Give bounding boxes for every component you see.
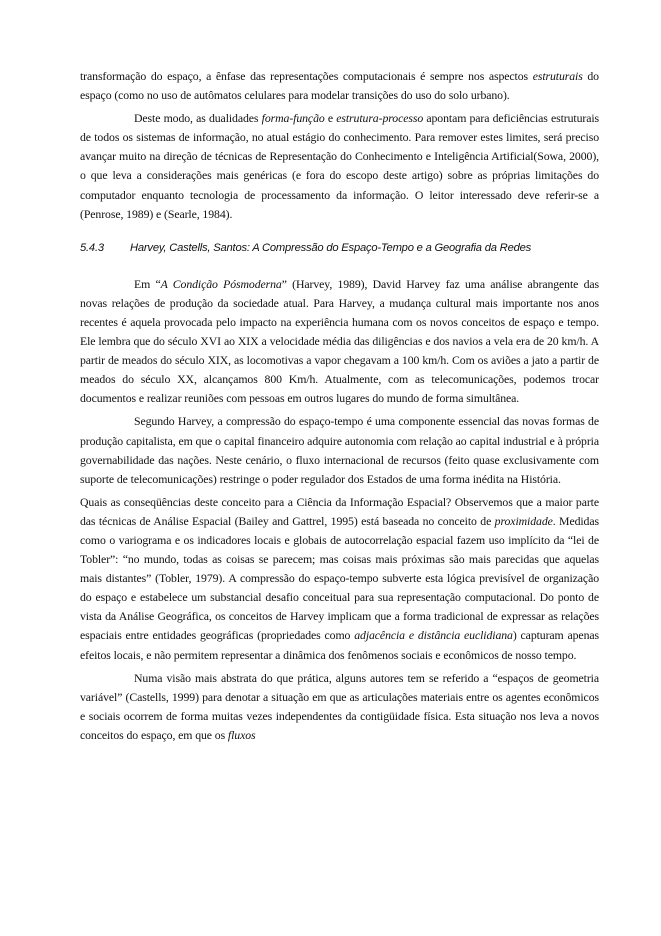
italic-text: estrutura-processo xyxy=(336,111,424,126)
paragraph xyxy=(80,493,599,665)
paragraph xyxy=(80,275,599,409)
italic-text: estruturais xyxy=(532,69,583,83)
paragraph xyxy=(80,412,599,488)
paragraph xyxy=(80,67,599,105)
text-run: . Medidas como o variograma e os indicadores locais e globais de autocorrelação espacial fazem uso implícito da “lei de Tobler”: “no mundo, todas as coisas se parecem; mas coisas mais próximas são mais parecidas que aquelas mais distantes” (Tobler, 1979). A compressão do espaço-tempo subverte esta lógica previsível de organização do espaço e estabelece um substancial desafio conceitual para sua representação computacional. Do ponto de vista da Análise Geográfica, os conceitos de Harvey implicam que a forma tradicional de expressar as relações espaciais entre entidades geográficas (propriedades como xyxy=(80,513,599,643)
text-run: Deste modo, as dualidades xyxy=(134,111,262,126)
section-title: Harvey, Castells, Santos: A Compressão do Espaço-Tempo e a Geografia da Redes xyxy=(130,241,532,254)
text-run: ” (Harvey, 1989), David Harvey faz uma análise abrangente das novas relações de produção da sociedade atual. Para Harvey, a mudança cultural mais importante nos anos recentes é aquela provocada pelo impacto na experiência humana com os novos conceitos de espaço e tempo. Ele lembra que do século XVI ao XIX a velocidade média das diligências e dos navios a vela era de 20 km/h. A partir de meados do século XIX, as locomotivas a vapor chegavam a 100 km/h. Com os aviões a jato a partir de meados do século XX, alcançamos 800 Km/h. Atualmente, com as telecomunicações, podemos trocar documentos e realizar reuniões com pessoas em outros lugares do mundo de forma simultânea. xyxy=(80,276,599,406)
text-run: transformação do espaço, a ênfase das representações computacionais é sempre nos aspectos xyxy=(80,69,533,83)
paragraph xyxy=(80,109,599,224)
text-run: Quais as conseqüências deste conceito para a Ciência da Informação Espacial? Observemos que a maior parte das técnicas de Análise Espacial (Bailey and Gattrel, 1995) está baseada no conceito de xyxy=(80,494,599,528)
text-run: e xyxy=(324,111,337,126)
text-run: ) capturam apenas efeitos locais, e não permitem representar a dinâmica dos fenômenos sociais e econômicos de nosso tempo. xyxy=(80,628,599,662)
italic-text: forma-função xyxy=(261,111,325,126)
text-run: Segundo Harvey, a compressão do espaço-tempo é uma componente essencial das novas formas de produção capitalista, em que o capital financeiro adquire autonomia com relação ao capital industrial e à própria governabilidade das nações. Neste cenário, o fluxo internacional de recursos (feito quase exclusivamente com suporte de telecomunicações) restringe o poder regulador dos Estados de uma forma inédita na História. xyxy=(80,414,599,486)
text-run: apontam para deficiências estruturais de todos os sistemas de informação, no atual estágio do conhecimento. Para remover estes limites, será preciso avançar muito na direção de técnicas de Representação do Conhecimento e Inteligência Artificial(Sowa, 2000), o que leva a considerações mais genéricas (e fora do escopo deste artigo) sobre as próprias limitações do computador enquanto tecnologia de processamento da informação. O leitor interessado deve referir-se a (Penrose, 1989) e (Searle, 1984). xyxy=(80,111,600,221)
text-run: Numa visão mais abstrata do que prática, alguns autores tem se referido a “espaços de geometria variável” (Castells, 1999) para denotar a situação em que as articulações materiais entre os agentes econômicos e sociais ocorrem de forma muitas vezes independentes da contigüidade física. Esta situação nos leva a novos conceitos do espaço, em que os xyxy=(80,670,599,742)
text-run: Em “ xyxy=(134,276,161,291)
document-page xyxy=(80,67,599,749)
section-heading xyxy=(80,239,599,258)
italic-text: A Condição Pósmoderna xyxy=(160,276,282,291)
paragraph xyxy=(80,669,599,745)
italic-text: fluxos xyxy=(227,727,256,742)
section-number: 5.4.3 xyxy=(80,241,104,254)
italic-text: proximidade xyxy=(494,513,553,528)
italic-text: adjacência e distância euclidiana xyxy=(354,628,513,643)
text-run: do espaço (como no uso de autômatos celulares para modelar transições do uso do solo urbano). xyxy=(80,69,599,103)
